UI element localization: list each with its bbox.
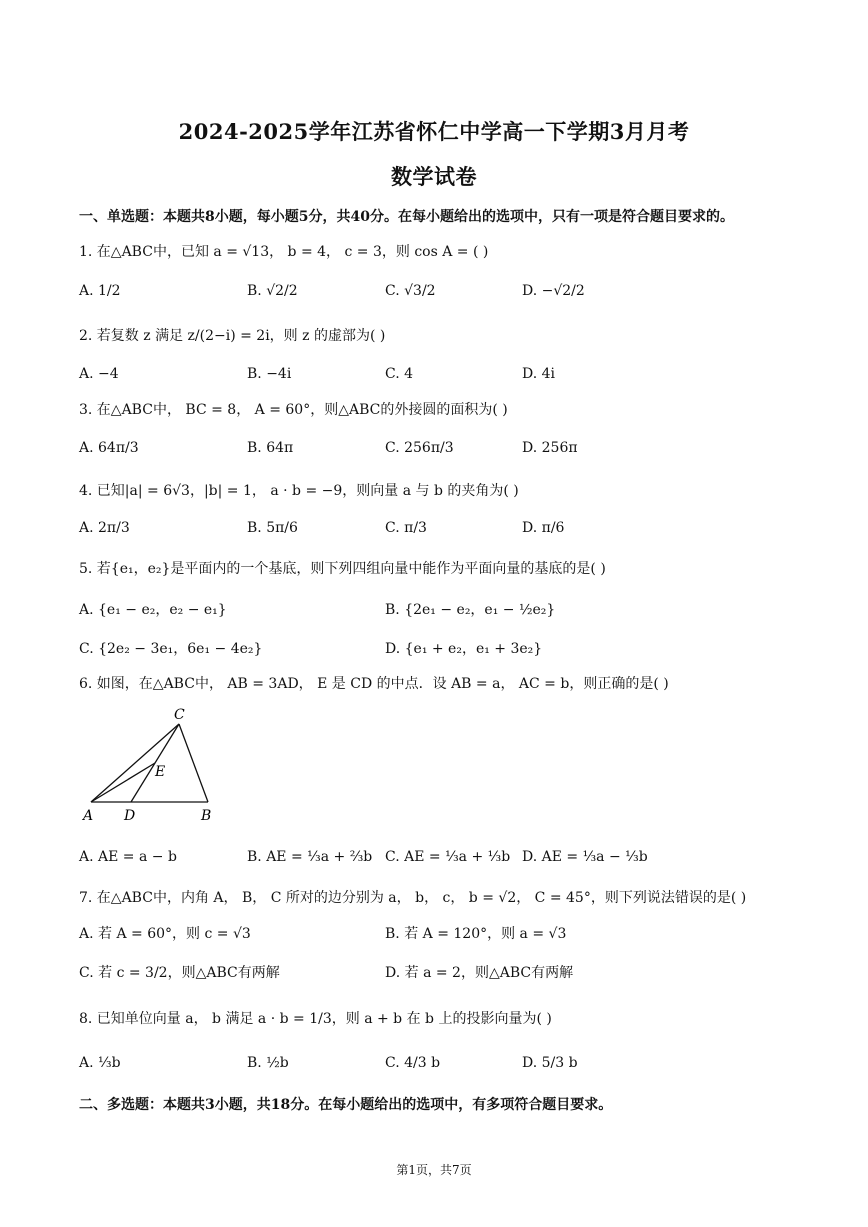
label-b: B	[201, 808, 212, 824]
label-a: A	[83, 808, 94, 824]
question-3-option-c[interactable]: C. 256π/3	[385, 440, 454, 456]
question-6-option-a[interactable]: A. AE = a − b	[79, 849, 177, 865]
question-5-stem: 5. 若{e₁，e₂}是平面内的一个基底，则下列四组向量中能作为平面向量的基底的是( )	[79, 561, 606, 577]
question-1-option-a[interactable]: A. 1/2	[79, 283, 121, 299]
question-5-option-a[interactable]: A. {e₁ − e₂，e₂ − e₁}	[79, 602, 227, 618]
question-7-option-b[interactable]: B. 若 A = 120°，则 a = √3	[385, 926, 567, 942]
question-3-option-a[interactable]: A. 64π/3	[79, 440, 139, 456]
question-8-option-b[interactable]: B. ½b	[247, 1055, 289, 1071]
question-1-option-d[interactable]: D. −√2/2	[522, 283, 585, 299]
question-1-stem: 1. 在△ABC中，已知 a = √13， b = 4， c = 3，则 cos A = ( )	[79, 244, 489, 260]
question-7-option-c[interactable]: C. 若 c = 3/2，则△ABC有两解	[79, 965, 280, 981]
label-c: C	[174, 707, 185, 723]
question-7-option-a[interactable]: A. 若 A = 60°，则 c = √3	[79, 926, 251, 942]
page-title: 2024-2025学年江苏省怀仁中学高一下学期3月月考	[178, 119, 690, 144]
triangle-figure	[79, 704, 229, 828]
page-footer: 第1页，共7页	[396, 1163, 472, 1177]
question-2-option-d[interactable]: D. 4i	[522, 366, 556, 382]
question-6-option-c[interactable]: C. AE = ⅓a + ⅓b	[385, 849, 511, 865]
label-d: D	[124, 808, 136, 824]
question-5-option-d[interactable]: D. {e₁ + e₂，e₁ + 3e₂}	[385, 641, 543, 657]
question-1-option-c[interactable]: C. √3/2	[385, 283, 436, 299]
question-3-stem: 3. 在△ABC中， BC = 8， A = 60°，则△ABC的外接圆的面积为( )	[79, 402, 508, 418]
question-8-option-a[interactable]: A. ⅓b	[79, 1055, 121, 1071]
question-2-option-c[interactable]: C. 4	[385, 366, 414, 382]
question-4-option-a[interactable]: A. 2π/3	[79, 520, 130, 536]
segment-ae	[91, 763, 155, 802]
question-4-option-b[interactable]: B. 5π/6	[247, 520, 298, 536]
question-4-option-c[interactable]: C. π/3	[385, 520, 427, 536]
question-3-option-b[interactable]: B. 64π	[247, 440, 294, 456]
label-e: E	[155, 764, 166, 780]
question-4-stem: 4. 已知|a| = 6√3，|b| = 1， a · b = −9，则向量 a 与 b 的夹角为( )	[79, 483, 519, 499]
question-8-stem: 8. 已知单位向量 a， b 满足 a · b = 1/3，则 a + b 在 b 上的投影向量为( )	[79, 1011, 552, 1027]
question-2-option-a[interactable]: A. −4	[79, 366, 119, 382]
question-3-option-d[interactable]: D. 256π	[522, 440, 578, 456]
question-5-option-c[interactable]: C. {2e₂ − 3e₁，6e₁ − 4e₂}	[79, 641, 263, 657]
page-subtitle: 数学试卷	[391, 164, 477, 189]
question-6-option-b[interactable]: B. AE = ⅓a + ⅔b	[247, 849, 373, 865]
question-6-stem: 6. 如图，在△ABC中， AB = 3AD， E 是 CD 的中点．设 AB = a， AC = b，则正确的是( )	[79, 676, 669, 692]
section-heading-single-choice: 一、单选题：本题共8小题，每小题5分，共40分。在每小题给出的选项中，只有一项是符合题目要求的。	[79, 209, 734, 225]
question-7-option-d[interactable]: D. 若 a = 2，则△ABC有两解	[385, 965, 574, 981]
question-8-option-d[interactable]: D. 5/3 b	[522, 1055, 578, 1071]
question-6-option-d[interactable]: D. AE = ⅓a − ⅓b	[522, 849, 648, 865]
section-heading-multi-choice: 二、多选题：本题共3小题，共18分。在每小题给出的选项中，有多项符合题目要求。	[79, 1097, 613, 1113]
question-8-option-c[interactable]: C. 4/3 b	[385, 1055, 441, 1071]
segment-cb	[179, 724, 208, 802]
question-1-option-b[interactable]: B. √2/2	[247, 283, 298, 299]
question-4-option-d[interactable]: D. π/6	[522, 520, 565, 536]
question-2-stem: 2. 若复数 z 满足 z/(2−i) = 2i，则 z 的虚部为( )	[79, 328, 386, 344]
segment-ac	[91, 724, 179, 802]
question-7-stem: 7. 在△ABC中，内角 A， B， C 所对的边分别为 a， b， c， b = √2， C = 45°，则下列说法错误的是( )	[79, 890, 747, 906]
question-5-option-b[interactable]: B. {2e₁ − e₂，e₁ − ½e₂}	[385, 602, 556, 618]
question-2-option-b[interactable]: B. −4i	[247, 366, 292, 382]
